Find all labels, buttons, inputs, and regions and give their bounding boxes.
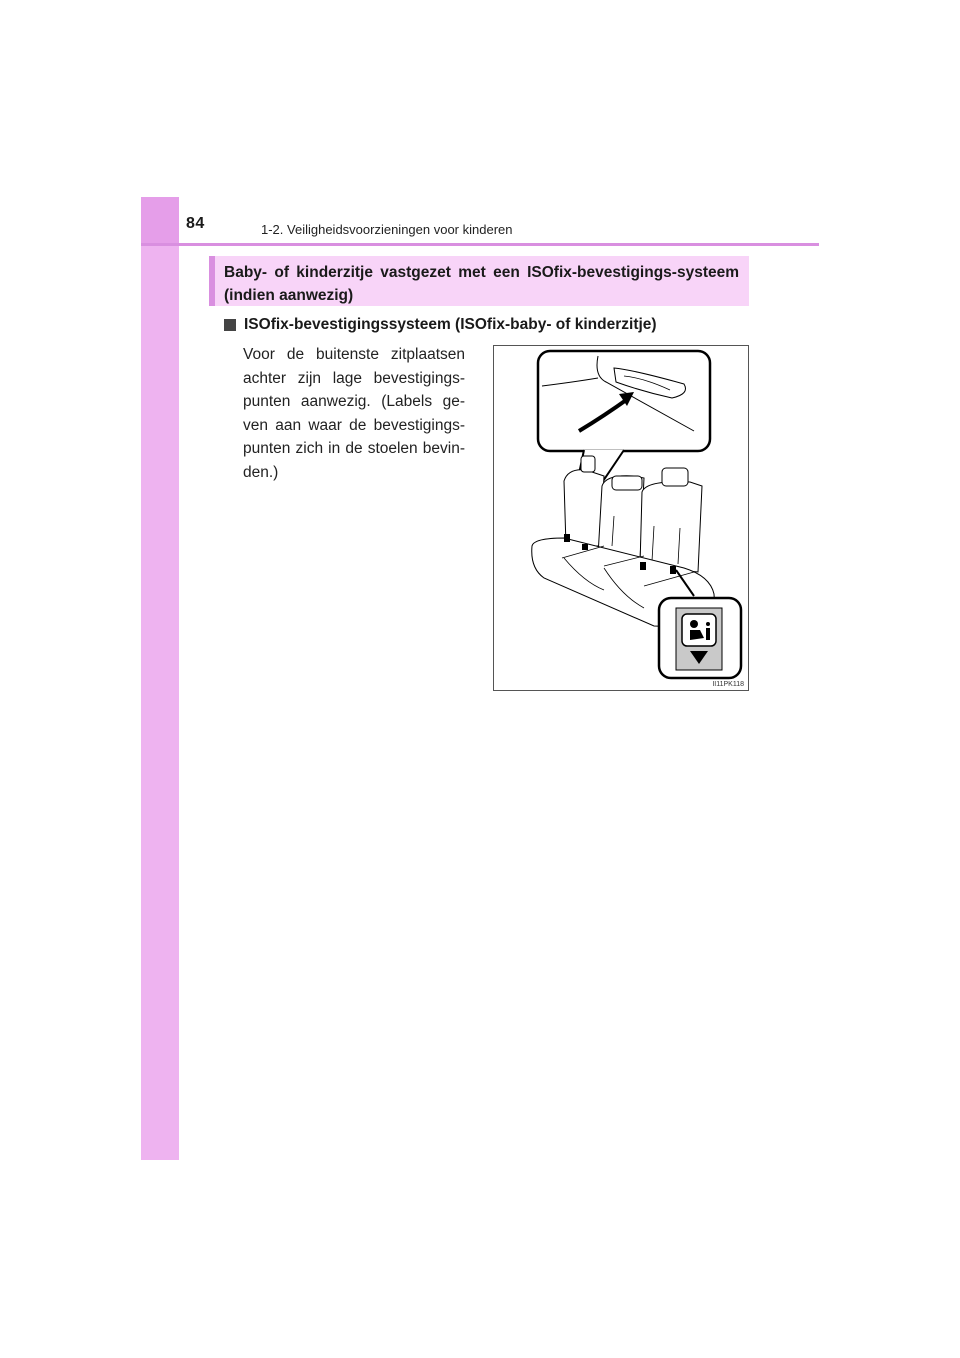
rear-seat-illustration <box>494 346 748 690</box>
title-box-accent <box>209 256 215 306</box>
side-tab-header <box>141 197 179 245</box>
header-rule <box>141 243 819 246</box>
body-paragraph: Voor de buitenste zitplaatsen achter zijn lage bevestigings-punten aanwezig. (Labels ge-ven aan waar de bevestigings-punten zich in de stoelen bevin-den.) <box>243 346 465 481</box>
section-title: 1-2. Veiligheidsvoorzieningen voor kinderen <box>261 222 513 237</box>
topic-title: Baby- of kinderzitje vastgezet met een ISOfix-bevestigings-systeem (indien aanwezig) <box>224 264 739 304</box>
subheading-text: ISOfix-bevestigingssysteem (ISOfix-baby- of kinderzitje) <box>244 316 657 333</box>
page-number: 84 <box>186 215 205 232</box>
side-tab-bar <box>141 197 179 1160</box>
square-bullet-icon <box>224 319 236 331</box>
figure-code: II11PK118 <box>712 681 744 688</box>
topic-title-box <box>209 256 749 306</box>
isofix-figure <box>493 345 749 691</box>
subheading <box>224 316 657 334</box>
